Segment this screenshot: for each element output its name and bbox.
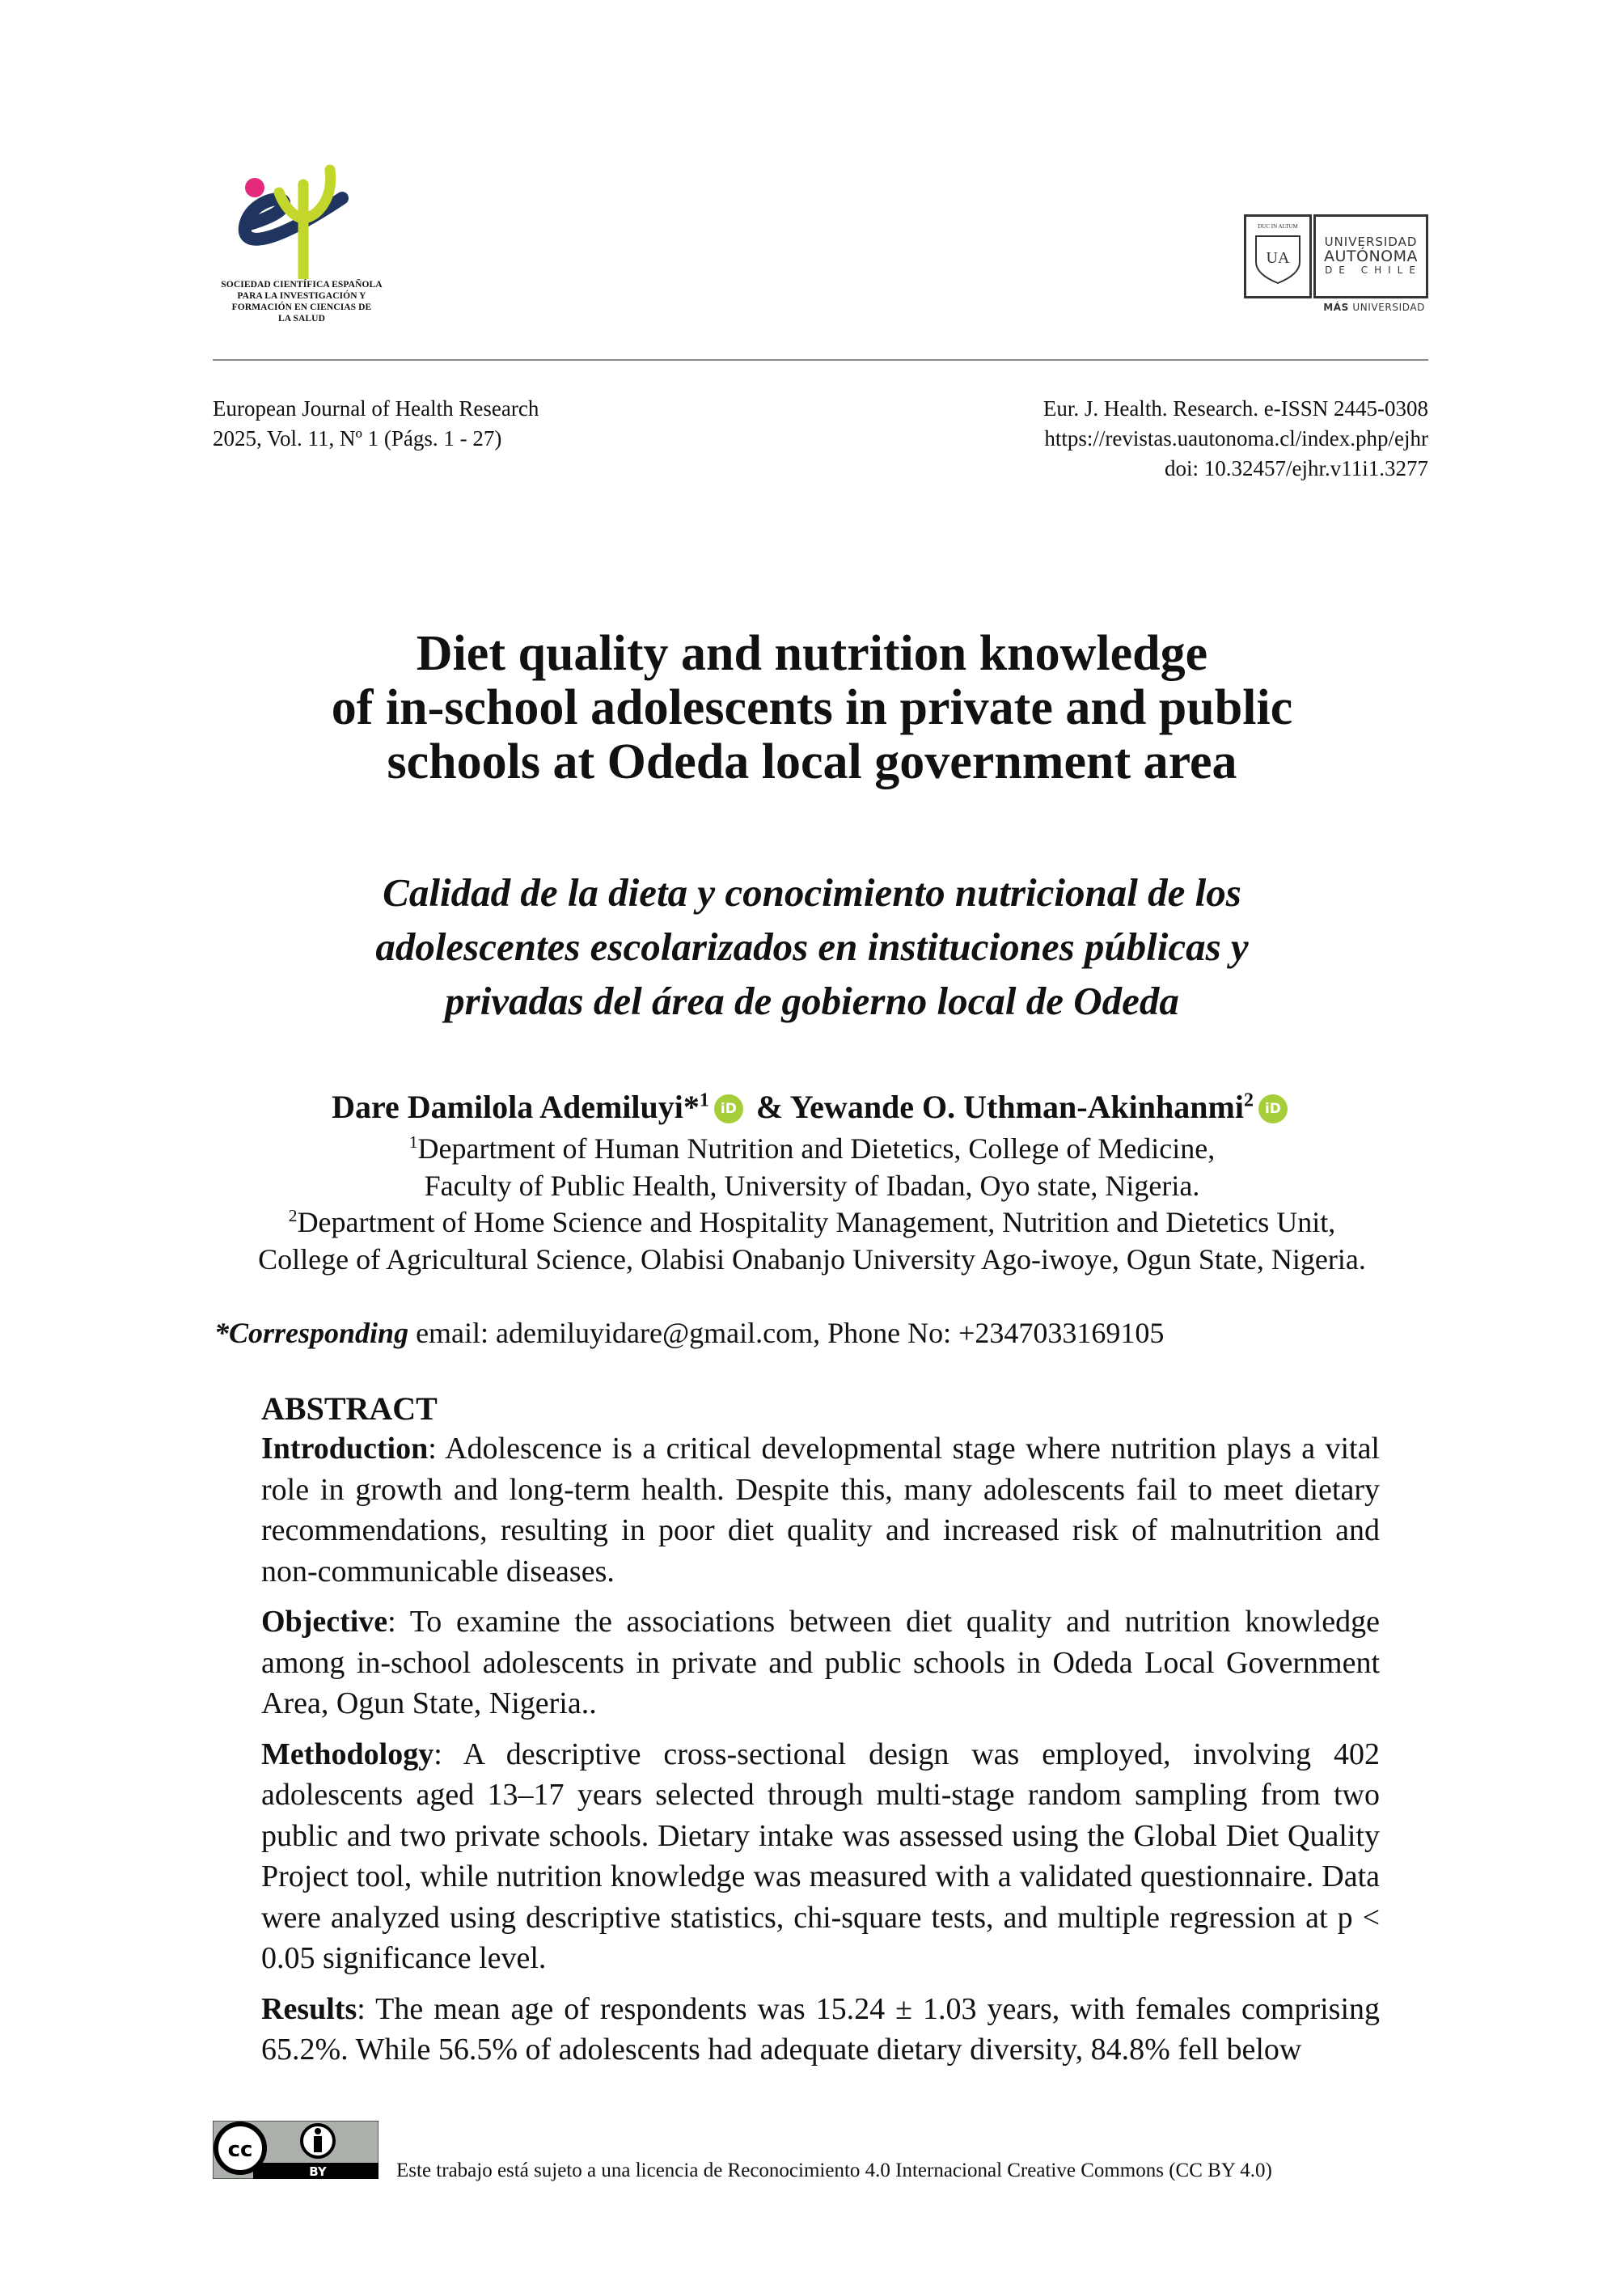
subtitle-line: adolescentes escolarizados en instituciones públicas y xyxy=(375,924,1249,969)
by-mark: BY xyxy=(309,2164,327,2179)
header-divider xyxy=(213,359,1428,361)
society-line: PARA LA INVESTIGACIÓN Y xyxy=(237,291,366,301)
corresponding-text: email: ademiluyidare@gmail.com, Phone No: +2347033169105 xyxy=(408,1317,1165,1349)
ua-tag-bold: MÁS xyxy=(1323,302,1349,313)
orcid-icon[interactable]: iD xyxy=(1258,1094,1288,1123)
corresponding-label: *Corresponding xyxy=(214,1317,409,1349)
author-name: Dare Damilola Ademiluyi* xyxy=(332,1089,700,1125)
title-line: of in-school adolescents in private and public xyxy=(331,680,1293,735)
abstract-results xyxy=(261,1989,1380,2071)
ua-line: DE CHILE xyxy=(1325,264,1422,276)
authors xyxy=(0,1088,1624,1126)
society-line: FORMACIÓN EN CIENCIAS DE xyxy=(231,302,372,312)
article-subtitle xyxy=(0,865,1624,1028)
affiliation-line: Faculty of Public Health, University of Ibadan, Oyo state, Nigeria. xyxy=(424,1169,1200,1202)
author-name: Yewande O. Uthman-Akinhanmi xyxy=(789,1089,1244,1125)
section-label: Results xyxy=(261,1991,357,2026)
author-sup: 1 xyxy=(699,1089,709,1111)
society-line: LA SALUD xyxy=(278,314,325,324)
ua-line: UNIVERSIDAD xyxy=(1324,235,1418,249)
society-logo xyxy=(213,162,391,336)
section-label: Introduction xyxy=(261,1432,429,1466)
journal-doi[interactable]: doi: 10.32457/ejhr.v11i1.3277 xyxy=(1165,456,1428,480)
ua-shield xyxy=(1244,214,1312,298)
cc-by-icon xyxy=(213,2121,379,2179)
corresponding-author xyxy=(214,1316,1164,1350)
subtitle-line: privadas del área de gobierno local de Odeda xyxy=(445,979,1179,1023)
abstract-heading: ABSTRACT xyxy=(261,1390,438,1427)
license-text: Este trabajo está sujeto a una licencia de Reconocimiento 4.0 Internacional Creative Commons (CC BY 4.0) xyxy=(396,2160,1272,2181)
orcid-icon[interactable]: iD xyxy=(714,1094,743,1123)
ua-motto: DUC IN ALTUM xyxy=(1258,223,1298,230)
title-line: schools at Odeda local government area xyxy=(387,734,1237,789)
section-label: Objective xyxy=(261,1605,388,1639)
affil-sup: 1 xyxy=(408,1132,418,1153)
journal-issue: 2025, Vol. 11, Nº 1 (Págs. 1 - 27) xyxy=(213,426,502,451)
ua-name xyxy=(1313,214,1428,298)
journal-info xyxy=(213,394,539,454)
article-title xyxy=(0,627,1624,789)
section-label: Methodology xyxy=(261,1737,434,1771)
journal-url[interactable]: https://revistas.uautonoma.cl/index.php/ejhr xyxy=(1044,426,1428,451)
abstract-methodology xyxy=(261,1734,1380,1979)
society-line: SOCIEDAD CIENTÍFICA ESPAÑOLA xyxy=(221,280,383,290)
journal-ids xyxy=(1043,394,1428,484)
section-text: : Adolescence is a critical developmental stage where nutrition plays a vital role in growth and long-term health. Despite this, many adolescents fail to meet dietary recommendations, resulting in poor diet quality and increased risk of malnutrition and non-communicable diseases. xyxy=(261,1432,1380,1589)
affiliation-line xyxy=(0,1131,1624,1168)
cc-by-badge[interactable] xyxy=(213,2121,379,2179)
ua-tagline xyxy=(1323,302,1425,313)
affiliations xyxy=(0,1131,1624,1278)
abstract-objective xyxy=(261,1601,1380,1724)
cc-mark: cc xyxy=(227,2138,253,2162)
author-separator: & xyxy=(747,1089,790,1125)
ua-line: AUTÓNOMA xyxy=(1323,247,1419,265)
journal-name: European Journal of Health Research xyxy=(213,396,539,421)
author-sup: 2 xyxy=(1243,1089,1254,1111)
university-logo xyxy=(1244,214,1430,315)
affil-sup: 2 xyxy=(288,1206,298,1226)
section-text: : A descriptive cross-sectional design was employed, involving 402 adolescents aged 13–17 years selected through multi-stage random sampling from two public and two private schools. Dietary intake was assessed using the Global Diet Quality Project tool, while nutrition knowledge was measured with a validated questionnaire. Data were analyzed using descriptive statistics, chi-square tests, and multiple regression at p < 0.05 significance level. xyxy=(261,1737,1380,1975)
abstract xyxy=(261,1390,1380,2080)
section-text: : To examine the associations between diet quality and nutrition knowledge among in-school adolescents in private and public schools in Odeda Local Government Area, Ogun State, Nigeria.. xyxy=(261,1605,1380,1720)
journal-issn: Eur. J. Health. Research. e-ISSN 2445-0308 xyxy=(1042,396,1428,421)
ua-tag-rest: UNIVERSIDAD xyxy=(1348,302,1425,313)
affil-text: Department of Home Science and Hospitality Management, Nutrition and Dietetics Unit, xyxy=(297,1206,1336,1238)
ey-logo-icon xyxy=(213,162,391,279)
affiliation-line xyxy=(0,1204,1624,1242)
society-name xyxy=(213,279,391,324)
affil-text: Department of Human Nutrition and Dietetics, College of Medicine, xyxy=(417,1132,1216,1165)
abstract-introduction xyxy=(261,1428,1380,1592)
affiliation-line: College of Agricultural Science, Olabisi Onabanjo University Ago-iwoye, Ogun State, Nigeria. xyxy=(258,1242,1366,1276)
section-text: : The mean age of respondents was 15.24 ± 1.03 years, with females comprising 65.2%. While 56.5% of adolescents had adequate dietary diversity, 84.8% fell below xyxy=(261,1991,1380,2067)
subtitle-line: Calidad de la dieta y conocimiento nutricional de los xyxy=(383,870,1241,915)
title-line: Diet quality and nutrition knowledge xyxy=(416,626,1208,681)
ua-initials: UA xyxy=(1266,249,1290,267)
